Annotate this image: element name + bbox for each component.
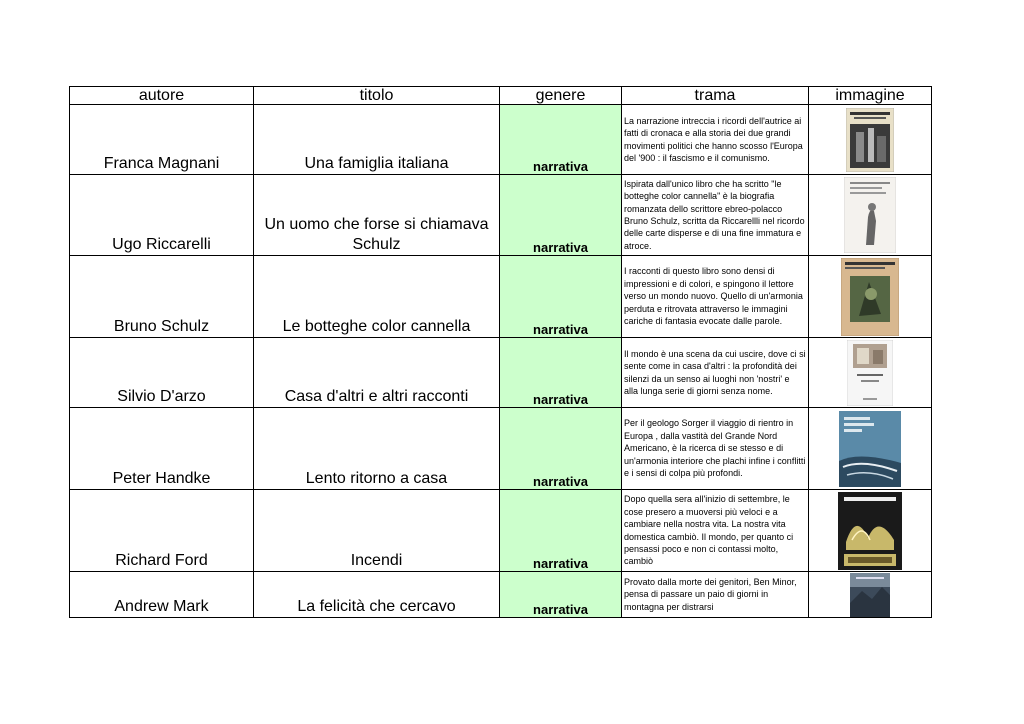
- title-cell: Le botteghe color cannella: [254, 256, 500, 338]
- table-row: [70, 338, 932, 408]
- book-cover-image: [846, 108, 894, 172]
- book-cover-image: [850, 573, 890, 617]
- header-image: immagine: [809, 87, 932, 105]
- title-cell: Un uomo che forse si chiamava Schulz: [254, 175, 500, 256]
- cover-cell: [809, 338, 932, 408]
- genre-cell: narrativa: [500, 408, 622, 490]
- cover-cell: [809, 572, 932, 618]
- book-cover-image: [847, 340, 893, 406]
- plot-cell: [622, 572, 809, 618]
- author-cell: Richard Ford: [70, 490, 254, 572]
- cover-cell: [809, 105, 932, 175]
- author-cell: Ugo Riccarelli: [70, 175, 254, 256]
- plot-cell: [622, 490, 809, 572]
- book-cover-image: [839, 411, 901, 487]
- plot-cell: [622, 175, 809, 256]
- plot-text: Per il geologo Sorger il viaggio di rientro in Europa , dalla vastità del Grande Nord Americano, è la ricerca di se stesso e di un'armonia interiore che plachi infine i conflitti e i sensi di colpa più profondi.: [624, 418, 806, 479]
- title-cell: Incendi: [254, 490, 500, 572]
- header-title: titolo: [254, 87, 500, 105]
- genre-cell: narrativa: [500, 105, 622, 175]
- cover-cell: [809, 408, 932, 490]
- genre-cell: narrativa: [500, 338, 622, 408]
- table-row: [70, 408, 932, 490]
- header-genre: genere: [500, 87, 622, 105]
- genre-cell: narrativa: [500, 256, 622, 338]
- author-cell: Franca Magnani: [70, 105, 254, 175]
- book-cover-image: [841, 258, 899, 336]
- plot-text: La narrazione intreccia i ricordi dell'autrice ai fatti di cronaca e alla storia dei due grandi movimenti politici che hanno scosso l'Europa del '900 : il fascismo e il comunismo.: [624, 115, 803, 163]
- title-cell: Casa d'altri e altri racconti: [254, 338, 500, 408]
- author-cell: Bruno Schulz: [70, 256, 254, 338]
- plot-text: Il mondo è una scena da cui uscire, dove ci si sente come in casa d'altri : la profondità dei silenzi da un senso ai luoghi non 'nostri' e alla lunga serie di giorni senza nome.: [624, 348, 806, 396]
- book-cover-image: [844, 177, 896, 253]
- table-row: [70, 175, 932, 256]
- table-row: [70, 256, 932, 338]
- table-row: [70, 105, 932, 175]
- cover-cell: [809, 175, 932, 256]
- author-cell: Andrew Mark: [70, 572, 254, 618]
- header-row: [70, 87, 932, 105]
- author-cell: Peter Handke: [70, 408, 254, 490]
- header-plot: trama: [622, 87, 809, 105]
- plot-text: I racconti di questo libro sono densi di impressioni e di colori, e spingono il lettore verso un mondo nuovo. Quello di un'armonia perduta e ritrovata attraverso le immagini cariche di fantasia evocate dalle parole.: [624, 266, 803, 327]
- header-author: autore: [70, 87, 254, 105]
- plot-text: Dopo quella sera all'inizio di settembre, le cose presero a muoversi più veloci e a cambiare nella nostra vita. La nostra vita domestica cambiò. Il mondo, per quanto ci pensassi poco e non ci contassi molto, cambiò: [624, 494, 794, 567]
- genre-cell: narrativa: [500, 175, 622, 256]
- books-table: [69, 86, 932, 618]
- plot-text: Provato dalla morte dei genitori, Ben Minor, pensa di passare un paio di giorni in montagna per distrarsi: [624, 576, 797, 612]
- genre-cell: narrativa: [500, 490, 622, 572]
- plot-cell: [622, 338, 809, 408]
- table-row: [70, 490, 932, 572]
- author-cell: Silvio D'arzo: [70, 338, 254, 408]
- plot-cell: [622, 256, 809, 338]
- plot-text: Ispirata dall'unico libro che ha scritto "le botteghe color cannella" è la biografia romanzata dello scrittore ebreo-polacco Bruno Schulz, scritta da Riccarellli nel ricordo delle carte disperse e di una fine immatura e atroce.: [624, 178, 805, 251]
- title-cell: Una famiglia italiana: [254, 105, 500, 175]
- cover-cell: [809, 490, 932, 572]
- genre-cell: narrativa: [500, 572, 622, 618]
- table-row: [70, 572, 932, 618]
- plot-cell: [622, 105, 809, 175]
- plot-cell: [622, 408, 809, 490]
- title-cell: Lento ritorno a casa: [254, 408, 500, 490]
- cover-cell: [809, 256, 932, 338]
- title-cell: La felicità che cercavo: [254, 572, 500, 618]
- book-cover-image: [838, 492, 902, 570]
